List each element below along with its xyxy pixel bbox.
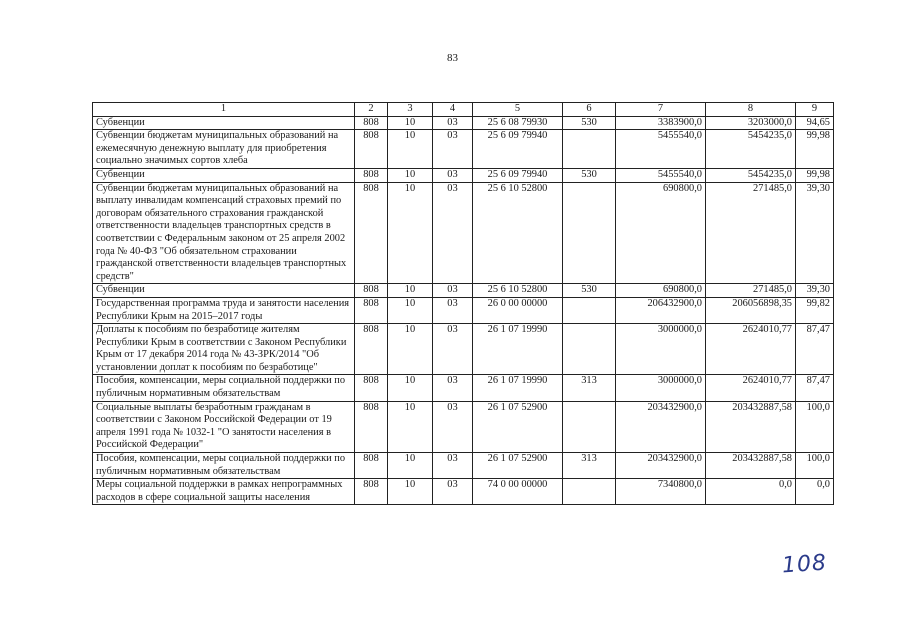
column-header-1: 1 bbox=[93, 103, 355, 117]
subsection-cell: 03 bbox=[433, 130, 473, 169]
section-cell: 10 bbox=[388, 453, 433, 479]
target-code-cell: 74 0 00 00000 bbox=[473, 479, 563, 505]
description-cell: Пособия, компенсации, меры социальной поддержки по публичным нормативным обязательствам bbox=[93, 453, 355, 479]
actual-amount-cell: 0,0 bbox=[706, 479, 796, 505]
section-cell: 10 bbox=[388, 375, 433, 401]
description-cell: Субвенции bbox=[93, 168, 355, 182]
percent-cell: 94,65 bbox=[796, 116, 834, 130]
target-code-cell: 25 6 09 79940 bbox=[473, 168, 563, 182]
target-code-cell: 25 6 09 79940 bbox=[473, 130, 563, 169]
section-cell: 10 bbox=[388, 479, 433, 505]
actual-amount-cell: 2624010,77 bbox=[706, 375, 796, 401]
plan-amount-cell: 690800,0 bbox=[616, 182, 706, 284]
description-cell: Меры социальной поддержки в рамках непрограммных расходов в сфере социальной защиты населения bbox=[93, 479, 355, 505]
code-cell: 808 bbox=[355, 453, 388, 479]
subsection-cell: 03 bbox=[433, 479, 473, 505]
subsection-cell: 03 bbox=[433, 375, 473, 401]
section-cell: 10 bbox=[388, 284, 433, 298]
table-row bbox=[93, 453, 834, 479]
subsection-cell: 03 bbox=[433, 284, 473, 298]
plan-amount-cell: 203432900,0 bbox=[616, 401, 706, 452]
table-row bbox=[93, 116, 834, 130]
section-cell: 10 bbox=[388, 401, 433, 452]
description-cell: Доплаты к пособиям по безработице жителям Республики Крым в соответствии с Законом Республики Крым от 17 декабря 2014 года № 43-ЗРК/2014 "Об установлении доплат к пособиям по безработице" bbox=[93, 324, 355, 375]
expense-type-cell bbox=[563, 182, 616, 284]
actual-amount-cell: 203432887,58 bbox=[706, 401, 796, 452]
table-row bbox=[93, 401, 834, 452]
section-cell: 10 bbox=[388, 130, 433, 169]
section-cell: 10 bbox=[388, 182, 433, 284]
plan-amount-cell: 3383900,0 bbox=[616, 116, 706, 130]
table-row bbox=[93, 284, 834, 298]
code-cell: 808 bbox=[355, 130, 388, 169]
actual-amount-cell: 5454235,0 bbox=[706, 168, 796, 182]
code-cell: 808 bbox=[355, 324, 388, 375]
column-header-8: 8 bbox=[706, 103, 796, 117]
expense-type-cell bbox=[563, 479, 616, 505]
subsection-cell: 03 bbox=[433, 116, 473, 130]
actual-amount-cell: 5454235,0 bbox=[706, 130, 796, 169]
actual-amount-cell: 271485,0 bbox=[706, 182, 796, 284]
code-cell: 808 bbox=[355, 375, 388, 401]
header-row bbox=[93, 103, 834, 117]
column-header-2: 2 bbox=[355, 103, 388, 117]
expense-type-cell bbox=[563, 401, 616, 452]
target-code-cell: 26 1 07 19990 bbox=[473, 375, 563, 401]
column-header-7: 7 bbox=[616, 103, 706, 117]
description-cell: Субвенции bbox=[93, 284, 355, 298]
expense-type-cell: 530 bbox=[563, 116, 616, 130]
handwritten-page-number: 108 bbox=[781, 550, 828, 579]
target-code-cell: 25 6 08 79930 bbox=[473, 116, 563, 130]
page-number: 83 bbox=[447, 52, 458, 64]
expense-type-cell bbox=[563, 130, 616, 169]
expense-type-cell: 530 bbox=[563, 168, 616, 182]
section-cell: 10 bbox=[388, 116, 433, 130]
description-cell: Пособия, компенсации, меры социальной поддержки по публичным нормативным обязательствам bbox=[93, 375, 355, 401]
expense-type-cell: 530 bbox=[563, 284, 616, 298]
actual-amount-cell: 3203000,0 bbox=[706, 116, 796, 130]
table-row bbox=[93, 297, 834, 323]
actual-amount-cell: 271485,0 bbox=[706, 284, 796, 298]
actual-amount-cell: 2624010,77 bbox=[706, 324, 796, 375]
target-code-cell: 26 1 07 19990 bbox=[473, 324, 563, 375]
target-code-cell: 26 0 00 00000 bbox=[473, 297, 563, 323]
subsection-cell: 03 bbox=[433, 401, 473, 452]
expense-type-cell: 313 bbox=[563, 453, 616, 479]
plan-amount-cell: 5455540,0 bbox=[616, 168, 706, 182]
table-row bbox=[93, 130, 834, 169]
plan-amount-cell: 206432900,0 bbox=[616, 297, 706, 323]
percent-cell: 99,82 bbox=[796, 297, 834, 323]
description-cell: Субвенции bbox=[93, 116, 355, 130]
actual-amount-cell: 206056898,35 bbox=[706, 297, 796, 323]
subsection-cell: 03 bbox=[433, 168, 473, 182]
code-cell: 808 bbox=[355, 297, 388, 323]
column-header-6: 6 bbox=[563, 103, 616, 117]
description-cell: Субвенции бюджетам муниципальных образований на выплату инвалидам компенсаций страховых премий по договорам обязательного страхования гражданской ответственности владельцев транспортных средств в соответствии с Федеральным законом от 25 апреля 2002 года № 40-ФЗ "Об обязательном страховании гражданской ответственности владельцев транспортных средств" bbox=[93, 182, 355, 284]
code-cell: 808 bbox=[355, 401, 388, 452]
percent-cell: 39,30 bbox=[796, 284, 834, 298]
column-header-3: 3 bbox=[388, 103, 433, 117]
table-row bbox=[93, 182, 834, 284]
section-cell: 10 bbox=[388, 324, 433, 375]
percent-cell: 99,98 bbox=[796, 130, 834, 169]
description-cell: Государственная программа труда и занятости населения Республики Крым на 2015–2017 годы bbox=[93, 297, 355, 323]
percent-cell: 100,0 bbox=[796, 401, 834, 452]
column-header-4: 4 bbox=[433, 103, 473, 117]
column-header-9: 9 bbox=[796, 103, 834, 117]
expense-type-cell bbox=[563, 297, 616, 323]
target-code-cell: 26 1 07 52900 bbox=[473, 453, 563, 479]
code-cell: 808 bbox=[355, 168, 388, 182]
plan-amount-cell: 203432900,0 bbox=[616, 453, 706, 479]
description-cell: Социальные выплаты безработным гражданам в соответствии с Законом Российской Федерации от 19 апреля 1991 года № 1032-1 "О занятости населения в Российской Федерации" bbox=[93, 401, 355, 452]
percent-cell: 0,0 bbox=[796, 479, 834, 505]
plan-amount-cell: 7340800,0 bbox=[616, 479, 706, 505]
plan-amount-cell: 690800,0 bbox=[616, 284, 706, 298]
plan-amount-cell: 5455540,0 bbox=[616, 130, 706, 169]
percent-cell: 87,47 bbox=[796, 324, 834, 375]
subsection-cell: 03 bbox=[433, 453, 473, 479]
section-cell: 10 bbox=[388, 297, 433, 323]
subsection-cell: 03 bbox=[433, 324, 473, 375]
target-code-cell: 25 6 10 52800 bbox=[473, 182, 563, 284]
subsection-cell: 03 bbox=[433, 182, 473, 284]
section-cell: 10 bbox=[388, 168, 433, 182]
table-body bbox=[93, 116, 834, 505]
column-header-5: 5 bbox=[473, 103, 563, 117]
percent-cell: 39,30 bbox=[796, 182, 834, 284]
table-row bbox=[93, 168, 834, 182]
expense-type-cell: 313 bbox=[563, 375, 616, 401]
actual-amount-cell: 203432887,58 bbox=[706, 453, 796, 479]
plan-amount-cell: 3000000,0 bbox=[616, 375, 706, 401]
table-row bbox=[93, 375, 834, 401]
subsection-cell: 03 bbox=[433, 297, 473, 323]
code-cell: 808 bbox=[355, 284, 388, 298]
target-code-cell: 25 6 10 52800 bbox=[473, 284, 563, 298]
percent-cell: 87,47 bbox=[796, 375, 834, 401]
code-cell: 808 bbox=[355, 116, 388, 130]
table-header bbox=[93, 103, 834, 117]
plan-amount-cell: 3000000,0 bbox=[616, 324, 706, 375]
code-cell: 808 bbox=[355, 479, 388, 505]
table-row bbox=[93, 479, 834, 505]
table-row bbox=[93, 324, 834, 375]
percent-cell: 99,98 bbox=[796, 168, 834, 182]
expense-type-cell bbox=[563, 324, 616, 375]
budget-table bbox=[92, 102, 834, 505]
target-code-cell: 26 1 07 52900 bbox=[473, 401, 563, 452]
code-cell: 808 bbox=[355, 182, 388, 284]
description-cell: Субвенции бюджетам муниципальных образований на ежемесячную денежную выплату для приобретения социально значимых сортов хлеба bbox=[93, 130, 355, 169]
percent-cell: 100,0 bbox=[796, 453, 834, 479]
